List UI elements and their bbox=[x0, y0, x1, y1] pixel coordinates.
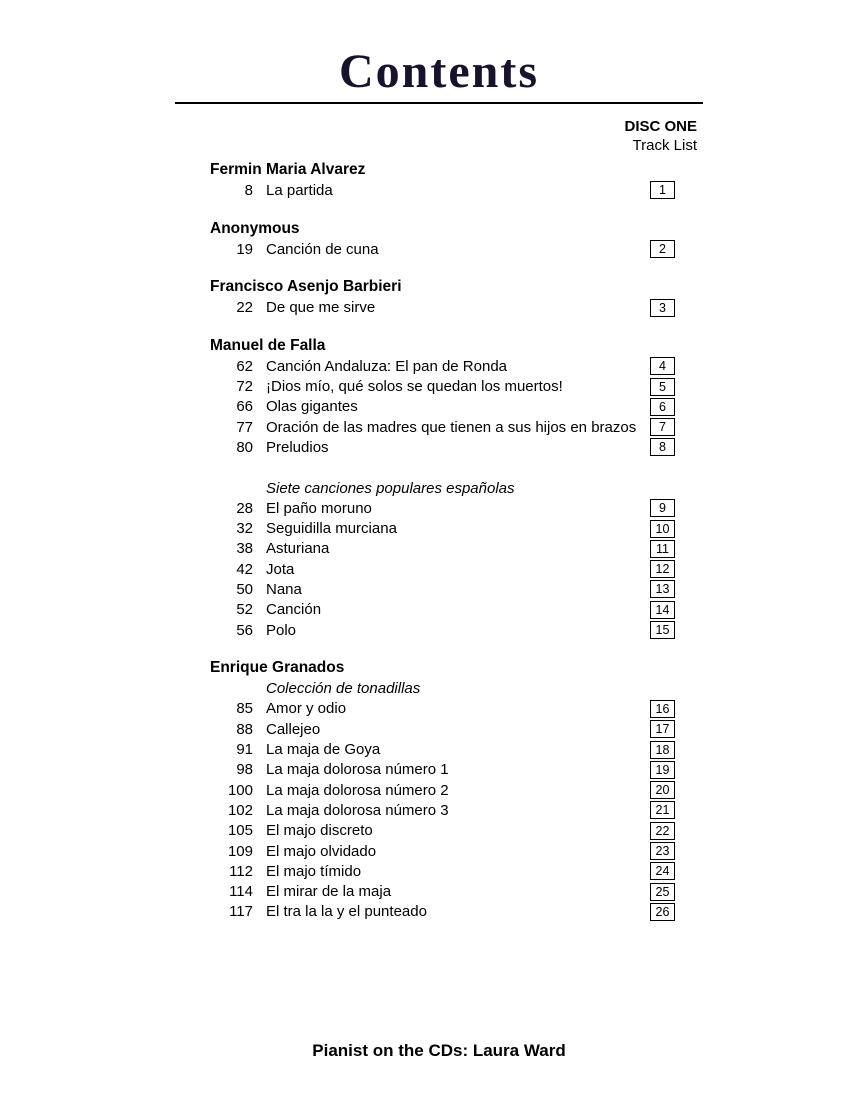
composer-heading: Manuel de Falla bbox=[210, 336, 326, 354]
song-entry-row bbox=[210, 437, 675, 457]
page-number: 22 bbox=[236, 299, 253, 317]
song-entry-row bbox=[210, 518, 675, 538]
page-number: 109 bbox=[227, 842, 253, 860]
disc-label: DISC ONE bbox=[624, 118, 697, 135]
page-number: 105 bbox=[227, 822, 253, 840]
collection-subheading: Colección de tonadillas bbox=[266, 680, 421, 698]
track-number-box: 12 bbox=[650, 560, 675, 578]
song-title: Callejeo bbox=[266, 720, 321, 738]
song-entry-row bbox=[210, 180, 675, 200]
track-number-box: 10 bbox=[650, 520, 675, 538]
track-number-box: 9 bbox=[650, 499, 675, 517]
page-number: 80 bbox=[236, 438, 253, 456]
song-entry-row bbox=[210, 780, 675, 800]
song-title: Seguidilla murciana bbox=[266, 520, 397, 538]
page-number: 62 bbox=[236, 357, 253, 375]
song-title: Canción bbox=[266, 601, 322, 619]
contents-list bbox=[210, 160, 675, 922]
song-title: Nana bbox=[266, 580, 302, 598]
song-title: La partida bbox=[266, 181, 333, 199]
page-number: 66 bbox=[236, 398, 253, 416]
song-title: Asturiana bbox=[266, 540, 330, 558]
page-number: 77 bbox=[236, 418, 253, 436]
composer-heading: Francisco Asenjo Barbieri bbox=[210, 278, 402, 296]
page-number: 98 bbox=[236, 761, 253, 779]
composer-section bbox=[210, 658, 675, 922]
song-entry-row bbox=[210, 579, 675, 599]
song-entry-row bbox=[210, 861, 675, 881]
track-number-box: 4 bbox=[650, 357, 675, 375]
track-number-box: 15 bbox=[650, 621, 675, 639]
page-number: 38 bbox=[236, 540, 253, 558]
track-number-box: 6 bbox=[650, 398, 675, 416]
song-entry-row bbox=[210, 417, 675, 437]
song-entry-row bbox=[210, 902, 675, 922]
song-entry-row bbox=[210, 800, 675, 820]
page-number: 100 bbox=[227, 781, 253, 799]
track-number-box: 1 bbox=[650, 181, 675, 199]
song-entry-row bbox=[210, 719, 675, 739]
track-number-box: 8 bbox=[650, 438, 675, 456]
song-title: El majo discreto bbox=[266, 822, 373, 840]
page-number: 72 bbox=[236, 378, 253, 396]
song-title: ¡Dios mío, qué solos se quedan los muertos! bbox=[266, 378, 563, 396]
track-number-box: 13 bbox=[650, 580, 675, 598]
track-number-box: 11 bbox=[650, 540, 675, 558]
masthead bbox=[175, 45, 703, 155]
song-entry-row bbox=[210, 356, 675, 376]
collection-subheading: Siete canciones populares españolas bbox=[266, 479, 515, 497]
song-entry-row bbox=[210, 620, 675, 640]
song-title: La maja dolorosa número 3 bbox=[266, 801, 449, 819]
song-title: Amor y odio bbox=[266, 700, 347, 718]
song-title: La maja de Goya bbox=[266, 741, 381, 759]
song-entry-row bbox=[210, 699, 675, 719]
track-number-box: 7 bbox=[650, 418, 675, 436]
track-number-box: 14 bbox=[650, 601, 675, 619]
song-entry-row bbox=[210, 498, 675, 518]
song-entry-row bbox=[210, 882, 675, 902]
track-number-box: 23 bbox=[650, 842, 675, 860]
page-number: 112 bbox=[229, 862, 253, 880]
track-number-box: 24 bbox=[650, 862, 675, 880]
page-number: 42 bbox=[236, 560, 253, 578]
track-number-box: 5 bbox=[650, 378, 675, 396]
song-entry-row bbox=[210, 559, 675, 579]
page-number: 56 bbox=[236, 621, 253, 639]
page-number: 85 bbox=[236, 700, 253, 718]
track-number-box: 22 bbox=[650, 822, 675, 840]
track-number-box: 21 bbox=[650, 801, 675, 819]
page-number: 50 bbox=[236, 580, 253, 598]
track-list-label: Track List bbox=[632, 137, 697, 154]
page-number: 32 bbox=[236, 520, 253, 538]
song-entry-row bbox=[210, 239, 675, 259]
page-number: 19 bbox=[236, 240, 253, 258]
section-items bbox=[210, 239, 675, 259]
song-entry-row bbox=[210, 739, 675, 759]
song-entry-row bbox=[210, 600, 675, 620]
page-number: 91 bbox=[236, 741, 253, 759]
collection-subheading-row bbox=[210, 478, 675, 498]
composer-heading: Enrique Granados bbox=[210, 659, 345, 677]
song-title: El mirar de la maja bbox=[266, 883, 392, 901]
song-entry-row bbox=[210, 539, 675, 559]
composer-section bbox=[210, 160, 675, 201]
track-number-box: 26 bbox=[650, 903, 675, 921]
track-number-box: 16 bbox=[650, 700, 675, 718]
composer-section bbox=[210, 219, 675, 260]
page-title: Contents bbox=[338, 45, 539, 98]
page-number: 8 bbox=[244, 181, 253, 199]
song-title: De que me sirve bbox=[266, 299, 376, 317]
song-title: Olas gigantes bbox=[266, 398, 358, 416]
section-items bbox=[210, 180, 675, 200]
composer-section bbox=[210, 336, 675, 640]
track-number-box: 3 bbox=[650, 299, 675, 317]
song-title: Preludios bbox=[266, 438, 329, 456]
section-items bbox=[210, 356, 675, 640]
song-title: Oración de las madres que tienen a sus hijos en brazos bbox=[266, 418, 637, 436]
song-title: Canción de cuna bbox=[266, 240, 379, 258]
song-entry-row bbox=[210, 297, 675, 317]
song-title: La maja dolorosa número 1 bbox=[266, 761, 449, 779]
track-number-box: 2 bbox=[650, 240, 675, 258]
song-title: Canción Andaluza: El pan de Ronda bbox=[266, 357, 508, 375]
composer-heading: Fermin Maria Alvarez bbox=[210, 161, 366, 179]
track-number-box: 18 bbox=[650, 741, 675, 759]
song-title: El majo tímido bbox=[266, 862, 362, 880]
track-number-box: 17 bbox=[650, 720, 675, 738]
disc-track-header bbox=[175, 117, 703, 155]
song-entry-row bbox=[210, 841, 675, 861]
song-entry-row bbox=[210, 821, 675, 841]
page-number: 88 bbox=[236, 720, 253, 738]
song-title: Jota bbox=[266, 560, 295, 578]
song-title: El tra la la y el punteado bbox=[266, 903, 427, 921]
track-number-box: 25 bbox=[650, 883, 675, 901]
song-entry-row bbox=[210, 760, 675, 780]
page-number: 102 bbox=[227, 801, 253, 819]
composer-section bbox=[210, 277, 675, 318]
song-title: El majo olvidado bbox=[266, 842, 377, 860]
track-number-box: 20 bbox=[650, 781, 675, 799]
page-number: 28 bbox=[236, 499, 253, 517]
track-number-box: 19 bbox=[650, 761, 675, 779]
page-number: 114 bbox=[229, 883, 253, 901]
pianist-credit: Pianist on the CDs: Laura Ward bbox=[312, 1041, 566, 1060]
composer-heading: Anonymous bbox=[210, 219, 300, 237]
collection-subheading-row bbox=[210, 679, 675, 699]
song-entry-row bbox=[210, 397, 675, 417]
song-title: La maja dolorosa número 2 bbox=[266, 781, 449, 799]
song-title: Polo bbox=[266, 621, 297, 639]
section-items bbox=[210, 679, 675, 923]
song-title: El paño moruno bbox=[266, 499, 372, 517]
page-number: 117 bbox=[229, 903, 253, 921]
title-divider bbox=[175, 102, 703, 104]
section-items bbox=[210, 297, 675, 317]
song-entry-row bbox=[210, 376, 675, 396]
page-number: 52 bbox=[236, 601, 253, 619]
